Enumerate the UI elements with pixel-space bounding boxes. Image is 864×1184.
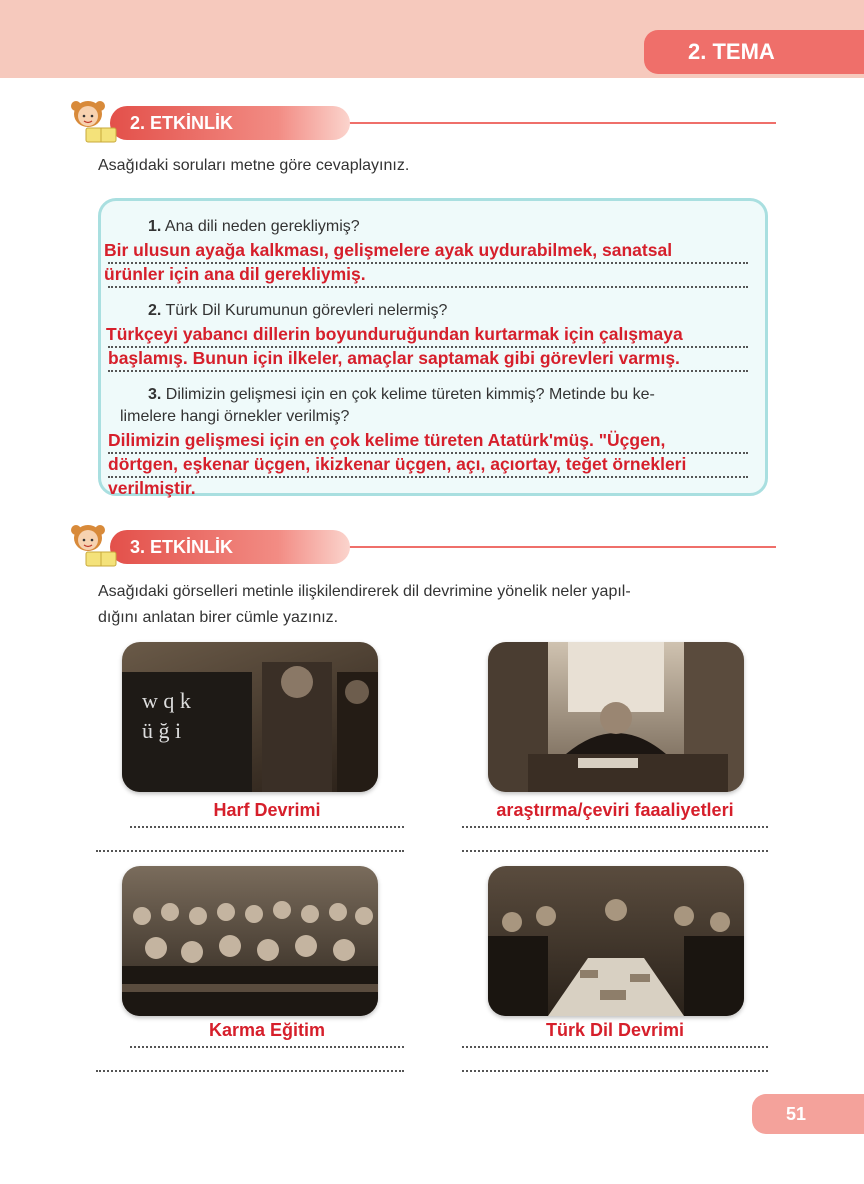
caption-line bbox=[462, 1046, 768, 1048]
page-number: 51 bbox=[752, 1094, 864, 1134]
question-number: 1. bbox=[148, 218, 162, 235]
answer-3-line-1: Dilimizin gelişmesi için en çok kelime türeten Atatürk'müş. "Üçgen, bbox=[108, 430, 666, 450]
section3-instruction-line-2: dığını anlatan birer cümle yazınız. bbox=[98, 609, 339, 626]
photo-arastirma bbox=[488, 642, 744, 792]
photo-turk-dil-devrimi bbox=[488, 866, 744, 1016]
section3-title: 3. ETKİNLİK bbox=[110, 530, 350, 564]
section3-instruction-line-1: Asağıdaki görselleri metinle ilişkilendirerek dil devrimine yönelik neler yapıl- bbox=[98, 583, 631, 600]
caption-line bbox=[96, 850, 404, 852]
photo-karma-egitim bbox=[122, 866, 378, 1016]
answer-line bbox=[108, 476, 748, 478]
answer-1-line-2: ürünler için ana dil gerekliymiş. bbox=[104, 264, 366, 284]
caption-line bbox=[462, 1070, 768, 1072]
answer-line bbox=[108, 286, 748, 288]
question-text: Ana dili neden gerekliymiş? bbox=[164, 218, 360, 235]
caption-arastirma: araştırma/çeviri faaaliyetleri bbox=[496, 800, 734, 820]
caption-karma-egitim: Karma Eğitim bbox=[208, 1020, 326, 1040]
answer-2-line-1: Türkçeyi yabancı dillerin boyunduruğundan kurtarmak için çalışmaya bbox=[106, 324, 683, 344]
answer-1-line-1: Bir ulusun ayağa kalkması, gelişmelere ayak uydurabilmek, sanatsal bbox=[104, 240, 673, 260]
answer-2-line-2: başlamış. Bunun için ilkeler, amaçlar saptamak gibi görevleri varmış. bbox=[108, 348, 680, 368]
section3-header bbox=[66, 526, 776, 576]
caption-harf-devrimi: Harf Devrimi bbox=[213, 800, 321, 820]
section2-header bbox=[66, 102, 776, 152]
caption-line bbox=[130, 826, 404, 828]
question-text: Dilimizin gelişmesi için en çok kelime türeten kimmiş? Metinde bu ke- bbox=[165, 386, 655, 403]
svg-text:ü ğ i: ü ğ i bbox=[142, 718, 182, 743]
answer-3-line-2: dörtgen, eşkenar üçgen, ikizkenar üçgen, açı, açıortay, teğet örnekleri bbox=[108, 454, 687, 474]
reading-girl-icon bbox=[66, 96, 122, 148]
caption-turk-dil-devrimi: Türk Dil Devrimi bbox=[545, 1020, 685, 1040]
question-3 bbox=[148, 384, 655, 406]
caption-line bbox=[130, 1046, 404, 1048]
question-number: 3. bbox=[148, 386, 162, 403]
question-3-continued: limelere hangi örnekler verilmiş? bbox=[120, 408, 350, 425]
section2-title: 2. ETKİNLİK bbox=[110, 106, 350, 140]
section2-instruction: Asağıdaki soruları metne göre cevaplayınız. bbox=[98, 157, 410, 174]
caption-line bbox=[462, 826, 768, 828]
answer-line bbox=[108, 370, 748, 372]
question-1 bbox=[148, 216, 360, 238]
answer-3-line-3: verilmiştir. bbox=[108, 478, 196, 498]
question-text: Türk Dil Kurumunun görevleri nelermiş? bbox=[165, 302, 448, 319]
reading-girl-icon bbox=[66, 520, 122, 572]
theme-tab: 2. TEMA bbox=[644, 30, 864, 74]
caption-line bbox=[96, 1070, 404, 1072]
svg-text:w q k: w q k bbox=[142, 688, 191, 713]
question-2 bbox=[148, 300, 447, 322]
question-number: 2. bbox=[148, 302, 162, 319]
caption-line bbox=[462, 850, 768, 852]
photo-harf-devrimi bbox=[122, 642, 378, 792]
